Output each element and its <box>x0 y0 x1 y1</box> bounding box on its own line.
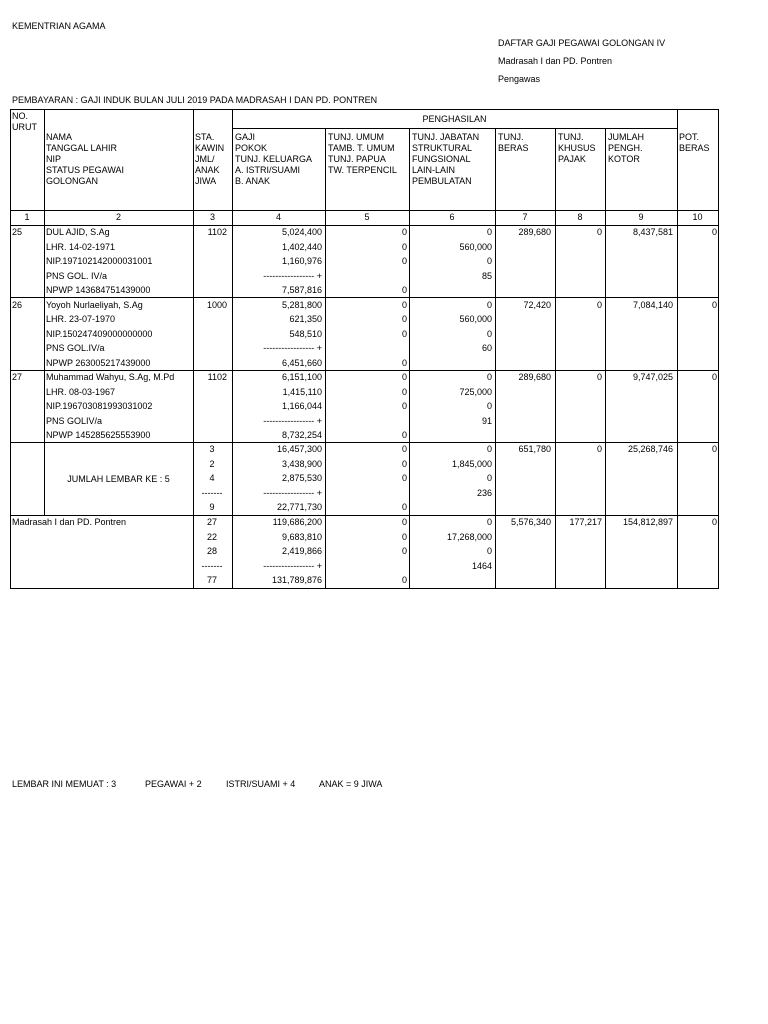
cell-gaji: 1,160,976 <box>281 256 322 266</box>
cell-tunj-umum: 0 <box>401 285 407 295</box>
header-nama: GOLONGAN <box>46 176 99 186</box>
cell-gaji: 1,402,440 <box>281 241 322 252</box>
cell-beras: 289,680 <box>518 227 551 237</box>
column-number: 8 <box>577 212 583 222</box>
header-tunj-khusus: PAJAK <box>558 154 586 164</box>
header-sta-kawin: ANAK <box>195 165 220 175</box>
cell-dob: LHR. 23-07-1970 <box>46 314 116 324</box>
header-no-urut: URUT <box>12 121 37 132</box>
cell-no: 27 <box>12 372 23 382</box>
table-rule <box>325 128 326 589</box>
cell-gaji: 22,771,730 <box>276 502 322 512</box>
cell-sta: 4 <box>209 473 215 483</box>
cell-tunj-umum: 0 <box>401 458 407 469</box>
column-number: 2 <box>115 212 121 222</box>
cell-tunj-umum: 0 <box>401 357 407 368</box>
cell-gaji: 16,457,300 <box>276 444 322 454</box>
cell-tunj-jabatan: 0 <box>486 473 492 483</box>
header-tunj-umum: TAMB. T. UMUM <box>328 143 395 153</box>
cell-beras: 5,576,340 <box>510 517 551 527</box>
cell-tunj-umum: 0 <box>401 546 407 556</box>
header-jumlah: JUMLAH <box>608 132 645 142</box>
cell-gaji: 6,451,660 <box>281 357 322 368</box>
cell-tunj-umum: 0 <box>401 517 407 527</box>
cell-gaji: 9,683,810 <box>281 531 322 542</box>
cell-pot: 0 <box>711 372 717 382</box>
header-tunj-jabatan: FUNGSIONAL <box>412 154 471 164</box>
cell-tunj-jabatan: 0 <box>486 372 492 382</box>
cell-gaji: 131,789,876 <box>271 575 322 585</box>
cell-tunj-jabatan: 560,000 <box>459 241 492 252</box>
column-number: 7 <box>522 212 528 222</box>
footer-lembar: LEMBAR INI MEMUAT : 3 <box>12 779 117 789</box>
header-tunj-beras: BERAS <box>498 143 529 153</box>
cell-no: 25 <box>12 227 23 237</box>
cell-tunj-jabatan: 725,000 <box>459 386 492 397</box>
cell-gaji: 5,024,400 <box>281 227 322 237</box>
cell-tunj-umum: 0 <box>401 430 407 440</box>
footer-istri-suami: ISTRI/SUAMI + 4 <box>226 779 296 789</box>
cell-tunj-umum: 0 <box>401 386 407 397</box>
header-jumlah: KOTOR <box>608 154 640 164</box>
cell-sta: 3 <box>209 444 215 454</box>
cell-nip: NIP.150247409000000000 <box>46 328 153 339</box>
header-tunj-jabatan: STRUKTURAL <box>412 143 473 153</box>
cell-pot: 0 <box>711 517 717 527</box>
cell-beras: 289,680 <box>518 372 551 382</box>
cell-pot: 0 <box>711 444 717 454</box>
cell-gaji: ----------------- + <box>263 343 322 353</box>
header-pot-beras: POT. <box>679 132 700 142</box>
cell-name: Yoyoh Nurlaeliyah, S.Ag <box>46 299 143 310</box>
cell-tunj-jabatan: 1,845,000 <box>451 458 492 469</box>
cell-khusus: 0 <box>596 227 602 237</box>
cell-tunj-jabatan: 0 <box>486 517 492 527</box>
table-rule <box>44 109 45 516</box>
cell-gaji: ----------------- + <box>263 415 322 426</box>
header-jumlah: PENGH. <box>608 143 643 153</box>
header-tunj-khusus: TUNJ. <box>558 132 584 142</box>
column-number: 5 <box>364 212 370 222</box>
cell-sta: 77 <box>206 575 217 585</box>
table-rule <box>677 109 678 589</box>
table-rule <box>409 128 410 589</box>
cell-status: PNS GOLIV/a <box>46 415 103 426</box>
header-gaji: B. ANAK <box>235 176 271 186</box>
header-gaji: POKOK <box>235 143 268 153</box>
cell-jumlah: 8,437,581 <box>632 227 673 237</box>
cell-jumlah: 25,268,746 <box>627 444 673 454</box>
header-gaji: A. ISTRI/SUAMI <box>235 165 301 175</box>
payment-description: PEMBAYARAN : GAJI INDUK BULAN JULI 2019 PADA MADRASAH I DAN PD. PONTREN <box>12 95 378 105</box>
cell-khusus: 0 <box>596 372 602 382</box>
cell-gaji: 119,686,200 <box>272 517 322 527</box>
cell-sta: ------- <box>201 560 223 571</box>
cell-sta: 9 <box>209 502 215 512</box>
cell-nip: NIP.196703081993031002 <box>46 401 153 411</box>
table-rule <box>10 225 719 226</box>
cell-sta: 1000 <box>206 299 227 310</box>
cell-gaji: 621,350 <box>289 314 322 324</box>
column-number: 1 <box>24 212 30 222</box>
cell-jumlah: 154,812,897 <box>622 517 673 527</box>
table-rule <box>10 442 719 443</box>
cell-tunj-jabatan: 0 <box>486 299 492 310</box>
cell-tunj-umum: 0 <box>401 299 407 310</box>
cell-gaji: 1,415,110 <box>282 386 322 397</box>
header-tunj-khusus: KHUSUS <box>558 143 596 153</box>
cell-pot: 0 <box>711 299 717 310</box>
cell-gaji: 2,875,530 <box>281 473 322 483</box>
cell-sta: 2 <box>209 458 215 469</box>
cell-tunj-umum: 0 <box>401 227 407 237</box>
cell-tunj-jabatan: 0 <box>486 328 492 339</box>
cell-tunj-umum: 0 <box>401 502 407 512</box>
cell-name: Muhammad Wahyu, S.Ag, M.Pd <box>46 372 175 382</box>
table-rule <box>10 515 719 516</box>
cell-sta: 1102 <box>207 227 227 237</box>
cell-tunj-jabatan: 85 <box>481 270 492 281</box>
cell-tunj-umum: 0 <box>401 444 407 454</box>
table-rule <box>10 109 719 110</box>
cell-npwp: NPWP 145285625553900 <box>46 430 151 440</box>
table-rule <box>10 109 11 589</box>
cell-sta: 1102 <box>207 372 227 382</box>
cell-beras: 72,420 <box>523 299 551 310</box>
cell-tunj-jabatan: 1464 <box>471 560 492 571</box>
cell-sta: ------- <box>201 487 223 498</box>
cell-tunj-umum: 0 <box>401 531 407 542</box>
footer-pegawai: PEGAWAI + 2 <box>145 779 202 789</box>
table-rule <box>555 128 556 589</box>
cell-gaji: 548,510 <box>289 328 322 339</box>
table-rule <box>10 210 719 211</box>
header-nama: NIP <box>46 154 62 164</box>
footer-anak: ANAK = 9 JIWA <box>319 779 383 789</box>
cell-gaji: 6,151,100 <box>281 372 322 382</box>
document-title: DAFTAR GAJI PEGAWAI GOLONGAN IV <box>498 38 666 48</box>
cell-no: 26 <box>12 299 23 310</box>
cell-beras: 651,780 <box>518 444 551 454</box>
cell-tunj-jabatan: 236 <box>476 487 492 498</box>
header-sta-kawin: STA. <box>195 132 215 142</box>
cell-tunj-jabatan: 60 <box>481 343 492 353</box>
cell-npwp: NPWP 263005217439000 <box>46 357 151 368</box>
unit-name: Madrasah I dan PD. Pontren <box>498 56 613 66</box>
cell-dob: LHR. 08-03-1967 <box>46 386 116 397</box>
cell-tunj-umum: 0 <box>401 314 407 324</box>
column-number: 4 <box>275 212 281 222</box>
header-tunj-umum: TUNJ. PAPUA <box>328 154 386 164</box>
table-rule <box>718 109 719 589</box>
header-gaji: GAJI <box>235 132 256 142</box>
cell-gaji: 2,419,866 <box>281 546 322 556</box>
table-rule <box>10 370 719 371</box>
header-tunj-beras: TUNJ. <box>498 132 524 142</box>
cell-gaji: ----------------- + <box>263 487 322 498</box>
cell-tunj-umum: 0 <box>401 256 407 266</box>
cell-tunj-umum: 0 <box>401 473 407 483</box>
cell-sta: 27 <box>206 517 217 527</box>
cell-pot: 0 <box>711 227 717 237</box>
header-nama: STATUS PEGAWAI <box>46 165 125 175</box>
cell-tunj-jabatan: 0 <box>486 227 492 237</box>
header-sta-kawin: JIWA <box>195 176 217 186</box>
grand-total-label: Madrasah I dan PD. Pontren <box>12 517 127 527</box>
cell-tunj-jabatan: 17,268,000 <box>446 531 492 542</box>
cell-tunj-jabatan: 0 <box>486 546 492 556</box>
cell-tunj-umum: 0 <box>401 241 407 252</box>
cell-gaji: 1,166,044 <box>281 401 322 411</box>
cell-tunj-jabatan: 0 <box>486 256 492 266</box>
cell-tunj-umum: 0 <box>401 401 407 411</box>
cell-tunj-jabatan: 0 <box>486 401 492 411</box>
cell-sta: 22 <box>206 531 217 542</box>
column-number: 6 <box>449 212 455 222</box>
header-pot-beras: BERAS <box>679 143 710 153</box>
column-number: 10 <box>692 212 703 222</box>
cell-khusus: 0 <box>596 444 602 454</box>
header-penghasilan: PENGHASILAN <box>422 114 487 124</box>
cell-npwp: NPWP 143684751439000 <box>46 285 151 295</box>
header-tunj-jabatan: PEMBULATAN <box>412 176 472 186</box>
header-nama: TANGGAL LAHIR <box>46 143 118 153</box>
cell-gaji: 5,281,800 <box>281 299 322 310</box>
cell-gaji: 3,438,900 <box>281 458 322 469</box>
cell-tunj-jabatan: 91 <box>481 415 492 426</box>
header-nama: NAMA <box>46 132 73 142</box>
table-rule <box>605 128 606 589</box>
cell-tunj-umum: 0 <box>401 575 407 585</box>
header-gaji: TUNJ. KELUARGA <box>235 154 313 164</box>
cell-status: PNS GOL.IV/a <box>46 343 105 353</box>
cell-nip: NIP.197102142000031001 <box>46 256 153 266</box>
cell-gaji: 8,732,254 <box>281 430 322 440</box>
column-number: 3 <box>209 212 215 222</box>
cell-tunj-umum: 0 <box>401 372 407 382</box>
header-tunj-jabatan: TUNJ. JABATAN <box>412 132 480 142</box>
header-tunj-umum: TUNJ. UMUM <box>328 132 384 142</box>
column-number: 9 <box>638 212 644 222</box>
cell-tunj-umum: 0 <box>401 328 407 339</box>
header-no-urut: NO. <box>12 111 29 121</box>
cell-tunj-jabatan: 560,000 <box>459 314 492 324</box>
cell-gaji: 7,587,816 <box>281 285 322 295</box>
header-sta-kawin: JML/ <box>195 154 215 164</box>
cell-khusus: 0 <box>596 299 602 310</box>
page-total-label: JUMLAH LEMBAR KE : 5 <box>67 474 170 484</box>
header-tunj-jabatan: LAIN-LAIN <box>412 165 456 175</box>
cell-gaji: ----------------- + <box>263 560 322 571</box>
sub-unit-name: Pengawas <box>498 74 541 84</box>
cell-tunj-jabatan: 0 <box>486 444 492 454</box>
cell-khusus: 177,217 <box>569 517 602 527</box>
cell-jumlah: 9,747,025 <box>632 372 673 382</box>
ministry-title: KEMENTRIAN AGAMA <box>12 21 106 31</box>
header-tunj-umum: TW. TERPENCIL <box>328 165 397 175</box>
cell-dob: LHR. 14-02-1971 <box>46 241 116 252</box>
cell-sta: 28 <box>206 546 217 556</box>
cell-jumlah: 7,084,140 <box>632 299 673 310</box>
table-rule <box>232 128 678 129</box>
cell-status: PNS GOL. IV/a <box>46 270 108 281</box>
table-rule <box>193 109 194 589</box>
cell-gaji: ----------------- + <box>263 270 322 281</box>
table-rule <box>10 297 719 298</box>
header-sta-kawin: KAWIN <box>195 143 225 153</box>
table-rule <box>10 588 719 589</box>
cell-name: DUL AJID, S.Ag <box>46 227 110 237</box>
